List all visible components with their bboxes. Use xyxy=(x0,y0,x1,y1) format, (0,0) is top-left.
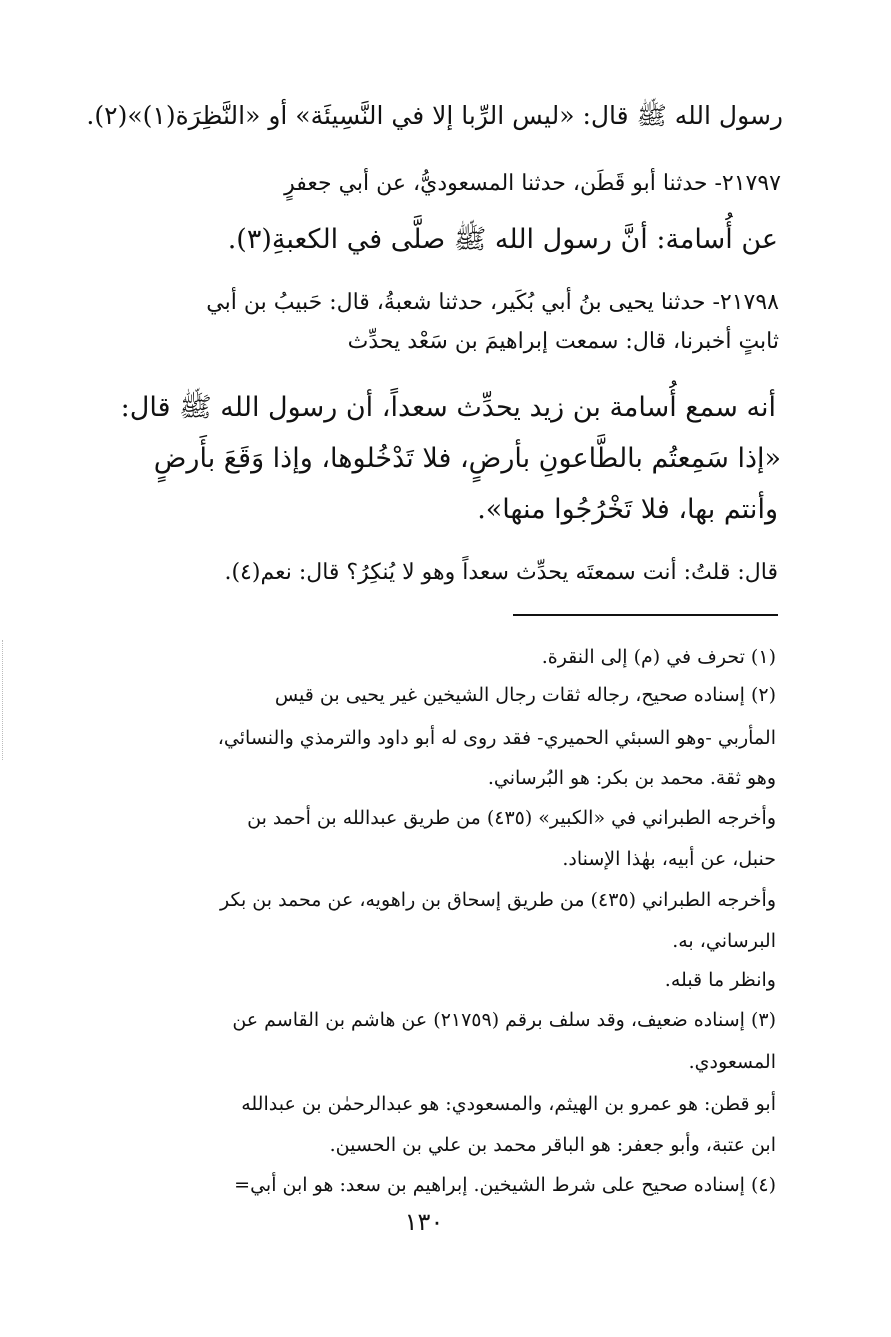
hadith-21797-line: ٢١٧٩٧- حدثنا أبو قَطَن، حدثنا المسعوديُّ، عن أبي جعفرٍ xyxy=(284,171,781,196)
main-text-line: قال: قلتُ: أنت سمعتَه يحدِّث سعداً وهو لا يُنكِرُ؟ قال: نعم(٤). xyxy=(224,560,778,585)
scan-edge-mark xyxy=(2,640,4,760)
main-text-line: عن أُسامة: أنَّ رسول الله ﷺ صلَّى في الكعبةِ(٣). xyxy=(227,224,778,255)
footnote-1: (١) تحرف في (م) إلى النقرة. xyxy=(541,646,776,668)
footnote-line: ابن عتبة، وأبو جعفر: هو الباقر محمد بن علي بن الحسين. xyxy=(329,1134,776,1156)
main-text-line: «إذا سَمِعتُم بالطَّاعونِ بأرضٍ، فلا تَدْخُلوها، وإذا وَقَعَ بأَرضٍ xyxy=(153,443,781,474)
footnote-line: البرساني، به. xyxy=(672,930,776,952)
footnote-divider xyxy=(513,614,778,616)
main-text-line: أنه سمع أُسامة بن زيد يحدِّث سعداً، أن رسول الله ﷺ قال: xyxy=(120,392,776,423)
footnote-3: (٣) إسناده ضعيف، وقد سلف برقم (٢١٧٥٩) عن هاشم بن القاسم عن xyxy=(232,1009,776,1031)
footnote-line: المأربي -وهو السبئي الحميري- فقد روى له أبو داود والترمذي والنسائي، xyxy=(217,727,776,749)
footnote-line: المسعودي. xyxy=(688,1051,776,1073)
main-text-line: رسول الله ﷺ قال: «ليس الرِّبا إلا في النَّسِيئَة» أو «النَّظِرَة(١)»(٢). xyxy=(86,101,783,130)
page-number: ١٣٠ xyxy=(404,1208,444,1236)
footnote-line: وأخرجه الطبراني (٤٣٥) من طريق إسحاق بن راهويه، عن محمد بن بكر xyxy=(219,889,776,911)
footnote-4: (٤) إسناده صحيح على شرط الشيخين. إبراهيم بن سعد: هو ابن أبي= xyxy=(234,1174,776,1196)
footnote-line: وهو ثقة. محمد بن بكر: هو البُرساني. xyxy=(487,767,776,789)
footnote-line: وانظر ما قبله. xyxy=(664,969,776,991)
footnote-line: أبو قطن: هو عمرو بن الهيثم، والمسعودي: هو عبدالرحمٰن بن عبدالله xyxy=(241,1093,776,1115)
main-text-line: ثابتٍ أخبرنا، قال: سمعت إبراهيمَ بن سَعْد يحدِّث xyxy=(347,329,779,354)
hadith-21798-line: ٢١٧٩٨- حدثنا يحيى بنُ أبي بُكَير، حدثنا شعبةُ، قال: حَبيبُ بن أبي xyxy=(206,290,779,315)
footnote-line: وأخرجه الطبراني في «الكبير» (٤٣٥) من طريق عبدالله بن أحمد بن xyxy=(247,807,776,829)
main-text-line: وأنتم بها، فلا تَخْرُجُوا منها». xyxy=(477,494,778,525)
footnote-line: حنبل، عن أبيه، بهٰذا الإسناد. xyxy=(562,848,776,870)
footnote-2: (٢) إسناده صحيح، رجاله ثقات رجال الشيخين غير يحيى بن قيس xyxy=(274,684,776,706)
